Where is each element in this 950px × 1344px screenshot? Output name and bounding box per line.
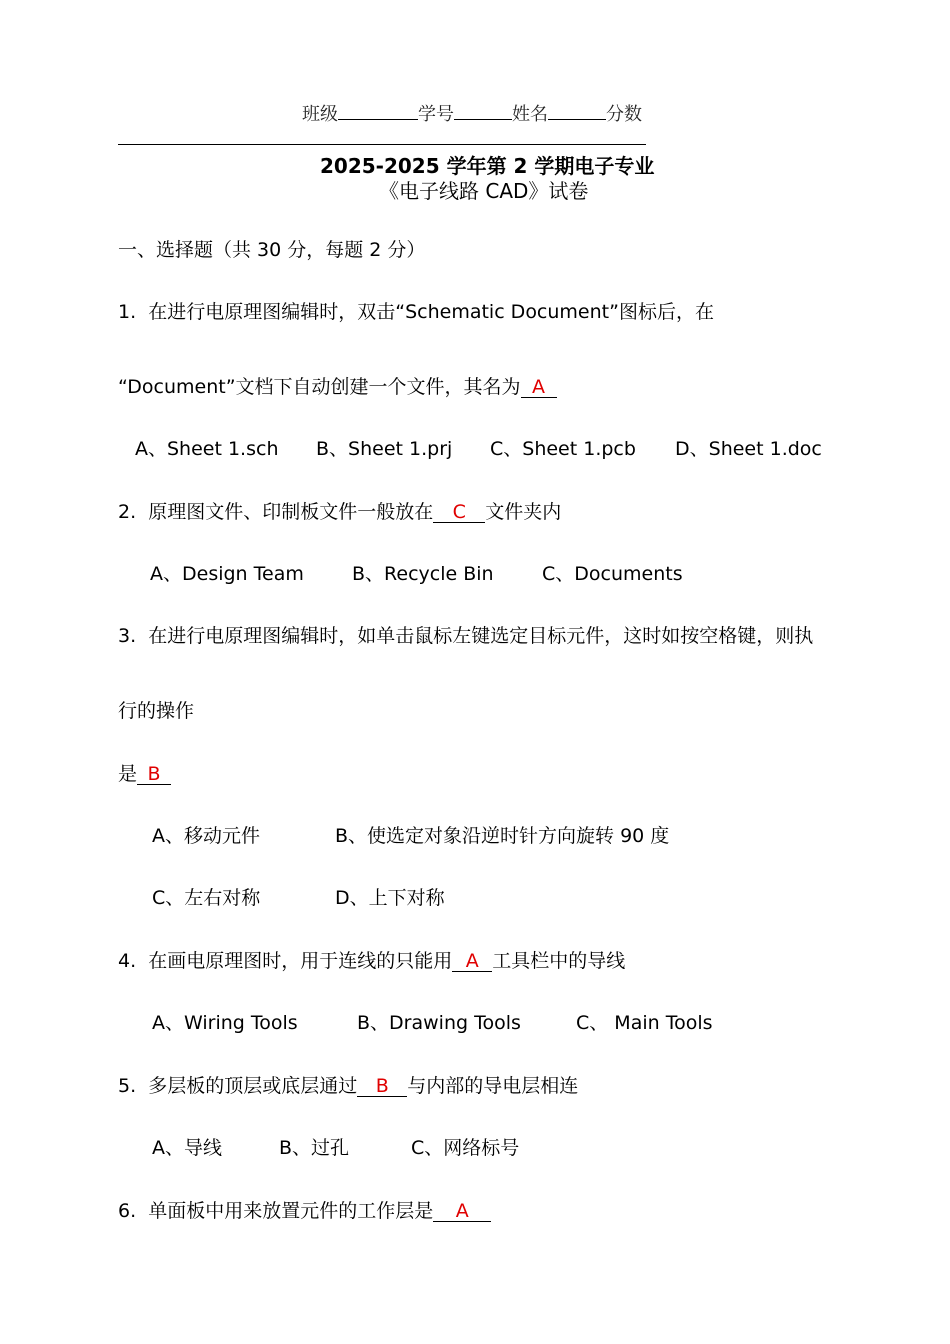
option-a[interactable]: A、Wiring Tools <box>152 1012 298 1034</box>
question-3-line1 <box>118 623 813 649</box>
question-text: 在进行电原理图编辑时，双击“Schematic Document”图标后，在 <box>148 301 714 323</box>
question-text: 在画电原理图时，用于连线的只能用 <box>148 950 453 972</box>
question-number: 1. <box>118 301 137 323</box>
student-info-header <box>302 100 642 126</box>
question-text: 单面板中用来放置元件的工作层是 <box>148 1200 434 1222</box>
answer-blank[interactable]: B <box>357 1074 407 1097</box>
question-3-options <box>152 823 752 913</box>
option-d[interactable]: D、Sheet 1.doc <box>675 438 822 460</box>
question-6 <box>118 1198 491 1224</box>
question-5 <box>118 1073 578 1099</box>
class-blank[interactable] <box>338 101 418 120</box>
option-b[interactable]: B、Drawing Tools <box>357 1012 521 1034</box>
student-no-label: 学号 <box>418 104 454 125</box>
answer-blank[interactable]: A <box>452 949 492 972</box>
answer-blank[interactable]: B <box>137 762 171 785</box>
question-number: 5. <box>118 1075 137 1097</box>
question-number: 4. <box>118 950 137 972</box>
answer-blank[interactable]: C <box>433 500 485 523</box>
name-label: 姓名 <box>512 104 548 125</box>
option-c[interactable]: C、Sheet 1.pcb <box>490 438 636 460</box>
option-b[interactable]: B、Recycle Bin <box>352 563 494 585</box>
answer-blank[interactable]: A <box>433 1199 491 1222</box>
name-blank[interactable] <box>548 101 606 120</box>
question-text: 原理图文件、印制板文件一般放在 <box>148 501 434 523</box>
exam-subtitle: 《电子线路 CAD》试卷 <box>379 179 589 203</box>
option-b[interactable]: B、使选定对象沿逆时针方向旋转 90 度 <box>335 825 670 847</box>
option-d[interactable]: D、上下对称 <box>335 887 445 909</box>
header-rule <box>118 144 646 145</box>
section-heading: 一、选择题（共 30 分，每题 2 分） <box>118 239 426 261</box>
question-text-after: 文件夹内 <box>485 501 562 523</box>
question-4 <box>118 948 625 974</box>
question-text: 在进行电原理图编辑时，如单击鼠标左键选定目标元件，这时如按空格键，则执 <box>148 625 814 647</box>
option-c[interactable]: C、网络标号 <box>411 1137 520 1159</box>
class-label: 班级 <box>302 104 338 125</box>
option-c[interactable]: C、Documents <box>542 563 683 585</box>
option-a[interactable]: A、Design Team <box>150 563 304 585</box>
answer-blank[interactable]: A <box>521 375 557 398</box>
question-number: 3. <box>118 625 137 647</box>
question-number: 6. <box>118 1200 137 1222</box>
question-text: 是 <box>118 763 138 785</box>
question-text-after: 与内部的导电层相连 <box>407 1075 579 1097</box>
question-1-line1 <box>118 299 714 325</box>
question-1-line2 <box>118 374 557 400</box>
option-a[interactable]: A、导线 <box>152 1137 222 1159</box>
option-c[interactable]: C、左右对称 <box>152 887 261 909</box>
exam-title: 2025-2025 学年第 2 学期电子专业 <box>320 154 655 178</box>
student-no-blank[interactable] <box>454 101 512 120</box>
question-text: “Document”文档下自动创建一个文件，其名为 <box>118 376 521 398</box>
option-b[interactable]: B、过孔 <box>279 1137 350 1159</box>
option-a[interactable]: A、移动元件 <box>152 825 260 847</box>
option-b[interactable]: B、Sheet 1.prj <box>316 438 453 460</box>
question-text-after: 工具栏中的导线 <box>492 950 626 972</box>
option-a[interactable]: A、Sheet 1.sch <box>135 438 279 460</box>
question-3-line2: 行的操作 <box>118 700 195 722</box>
question-text: 多层板的顶层或底层通过 <box>148 1075 358 1097</box>
question-2 <box>118 499 561 525</box>
question-3-line3 <box>118 761 171 787</box>
question-number: 2. <box>118 501 137 523</box>
score-label: 分数 <box>606 104 642 125</box>
option-c[interactable]: C、 Main Tools <box>576 1012 713 1034</box>
